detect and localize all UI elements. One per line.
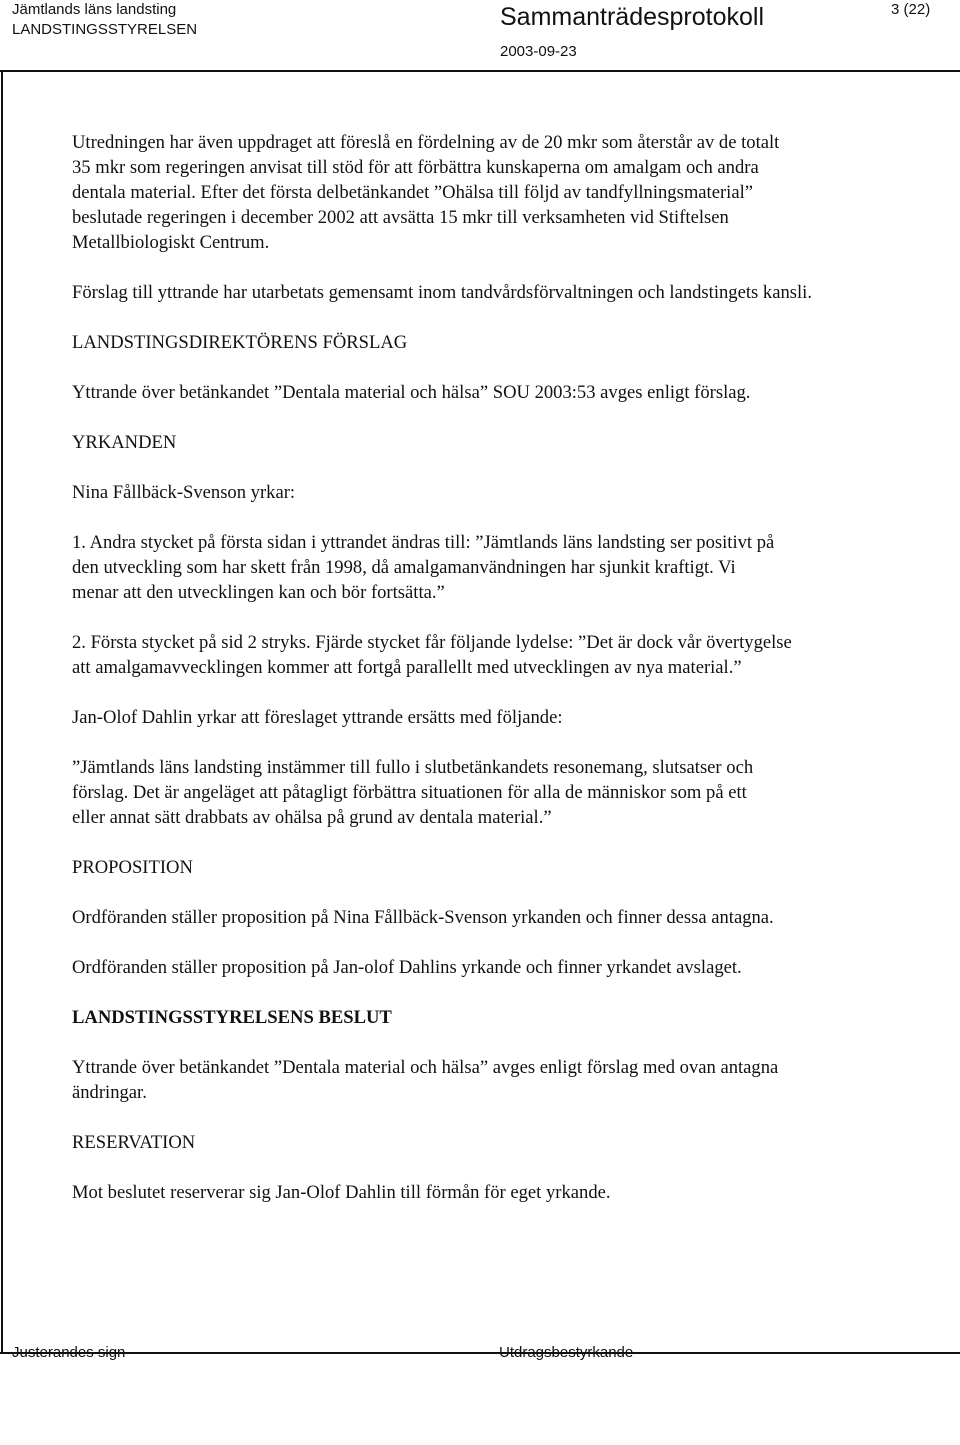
proposal-prepared-paragraph: Förslag till yttrande har utarbetats gemensamt inom tandvårdsförvaltningen och landstingets kansli. (72, 282, 812, 303)
yrkande-item-1 (72, 530, 952, 605)
beslut-text (72, 1055, 952, 1105)
reservation-text: Mot beslutet reserverar sig Jan-Olof Dahlin till förmån för eget yrkande. (72, 1182, 611, 1203)
left-margin-rule (1, 70, 3, 1354)
text-line: menar att den utvecklingen kan och bör fortsätta.” (72, 582, 445, 603)
text-line: Utredningen har även uppdraget att föreslå en fördelning av de 20 mkr som återstår av de totalt (72, 132, 780, 153)
document-title: Sammanträdesprotokoll (500, 3, 765, 31)
text-line: 1. Andra stycket på första sidan i yttrandet ändras till: ”Jämtlands läns landsting ser positivt på (72, 532, 775, 553)
heading-reservation: RESERVATION (72, 1132, 196, 1153)
jan-yrkar: Jan-Olof Dahlin yrkar att föreslaget yttrande ersätts med följande: (72, 707, 563, 728)
heading-yrkanden: YRKANDEN (72, 432, 177, 453)
text-line: förslag. Det är angeläget att påtagligt förbättra situationen för alla de människor som på ett (72, 782, 747, 803)
proposition-1: Ordföranden ställer proposition på Nina Fållbäck-Svenson yrkanden och finner dessa antagna. (72, 907, 774, 928)
jan-quote (72, 755, 952, 830)
document-date: 2003-09-23 (500, 43, 577, 60)
organization-name: Jämtlands läns landsting (12, 1, 177, 18)
text-line: eller annat sätt drabbats av ohälsa på grund av dentala material.” (72, 807, 552, 828)
text-line: ”Jämtlands läns landsting instämmer till fullo i slutbetänkandets resonemang, slutsatser och (72, 757, 754, 778)
page-number: 3 (22) (891, 1, 931, 18)
heading-direktor-forslag: LANDSTINGSDIREKTÖRENS FÖRSLAG (72, 332, 408, 353)
text-line: Metallbiologiskt Centrum. (72, 232, 270, 253)
text-line: 2. Första stycket på sid 2 stryks. Fjärde stycket får följande lydelse: ”Det är dock vår övertygelse (72, 632, 792, 653)
intro-paragraph (72, 130, 952, 255)
footer-justerandes-sign: Justerandes sign (12, 1344, 126, 1361)
text-line: 35 mkr som regeringen anvisat till stöd för att förbättra kunskaperna om amalgam och andra (72, 157, 759, 178)
text-line: beslutade regeringen i december 2002 att avsätta 15 mkr till verksamheten vid Stiftelsen (72, 207, 729, 228)
text-line: ändringar. (72, 1082, 147, 1103)
document-body (72, 130, 952, 1205)
footer-rule (0, 1352, 960, 1354)
direktor-forslag-text: Yttrande över betänkandet ”Dentala material och hälsa” SOU 2003:53 avges enligt förslag. (72, 382, 751, 403)
footer-utdragsbestyrkande: Utdragsbestyrkande (499, 1344, 634, 1361)
heading-beslut: LANDSTINGSSTYRELSENS BESLUT (72, 1007, 392, 1028)
text-line: den utveckling som har skett från 1998, då amalgamanvändningen har sjunkit kraftigt. Vi (72, 557, 736, 578)
header-rule (0, 70, 960, 72)
yrkande-item-2 (72, 630, 952, 680)
text-line: att amalgamavvecklingen kommer att fortgå parallellt med utvecklingen av nya material.” (72, 657, 742, 678)
text-line: dentala material. Efter det första delbetänkandet ”Ohälsa till följd av tandfyllningsmaterial” (72, 182, 753, 203)
text-line: Yttrande över betänkandet ”Dentala material och hälsa” avges enligt förslag med ovan antagna (72, 1057, 779, 1078)
organization-unit: LANDSTINGSSTYRELSEN (12, 21, 198, 38)
proposition-2: Ordföranden ställer proposition på Jan-olof Dahlins yrkande och finner yrkandet avslaget. (72, 957, 742, 978)
heading-proposition: PROPOSITION (72, 857, 193, 878)
nina-yrkar: Nina Fållbäck-Svenson yrkar: (72, 482, 296, 503)
